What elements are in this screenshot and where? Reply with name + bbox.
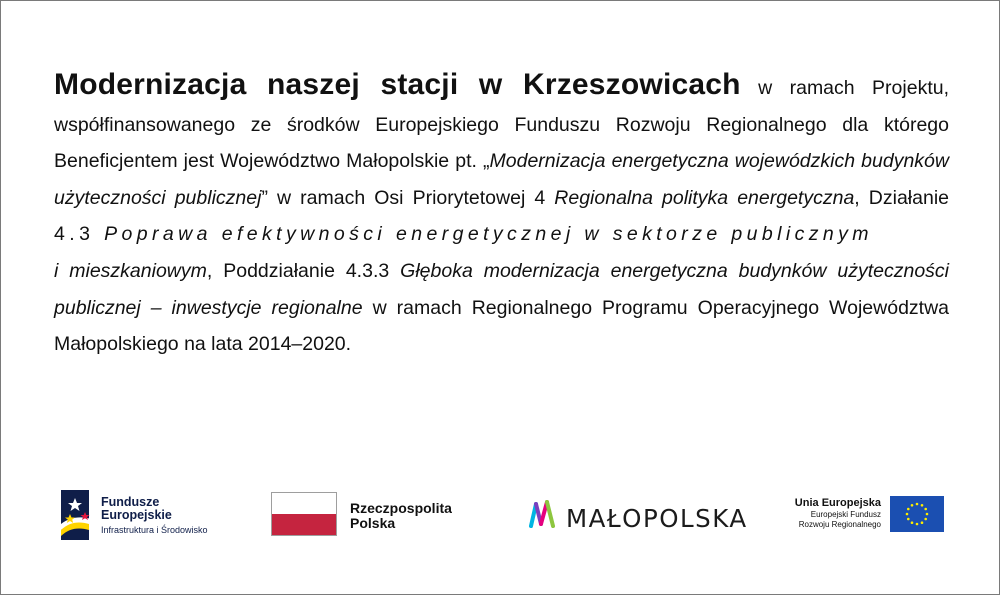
rp-line2: Polska: [350, 514, 396, 531]
malopolska-logo-icon: [528, 498, 558, 530]
logo-rzeczpospolita-polska: [350, 501, 452, 530]
fe-title-line1: Fundusze: [101, 495, 160, 509]
project-name: Modernizacja energetyczna wojewódzkich budynków użyteczności publicznej: [54, 150, 949, 209]
rp-line1: Rzeczpospolita: [350, 500, 452, 516]
notice-text-part: , Działanie: [854, 186, 949, 209]
priority-axis-name: Regionalna polityka energetyczna: [554, 186, 855, 209]
logo-unia-europejska: [761, 497, 881, 530]
notice-lead: Modernizacja naszej stacji w Krzeszowicach: [54, 68, 741, 101]
eu-flag-icon: [890, 496, 944, 532]
eu-title: Unia Europejska: [794, 497, 881, 509]
fe-text: [101, 496, 261, 536]
fe-star-icon: [61, 490, 95, 540]
logo-strip: [1, 486, 1000, 546]
measure-number: 4.3: [54, 223, 95, 246]
eu-subtitle-line1: Europejski Fundusz: [810, 510, 881, 519]
submeasure-name: Głęboka modernizacja energetyczna budynków użyteczności publicznej – inwestycje regionalne: [54, 259, 949, 319]
measure-name: Poprawa efektywności energetycznej w sektorze publicznym: [104, 223, 873, 246]
eu-subtitle-line2: Rozwoju Regionalnego: [798, 520, 881, 529]
notice-text-part: w ramach Regionalnego Programu Operacyjnego Województwa Małopolskiego na lata 2014–2020.: [54, 296, 950, 356]
notice-text-part: w ramach Projektu, współfinansowanego ze środków Europejskiego Funduszu Rozwoju Regionalnego dla którego Beneficjentem jest Województwo Małopolskie pt. „: [54, 77, 950, 173]
fe-subtitle: Infrastruktura i Środowisko: [101, 525, 208, 535]
fe-title-line2: Europejskie: [101, 508, 172, 522]
measure-name-continued: i mieszkaniowym: [54, 259, 207, 282]
polish-flag-icon: [271, 492, 337, 536]
logo-malopolska: MAŁOPOLSKA: [566, 504, 748, 533]
eu-stars-icon: [890, 496, 944, 532]
funding-notice-text: [54, 67, 949, 363]
notice-text-part: , Poddziałanie 4.3.3: [206, 259, 401, 282]
notice-text-part: ” w ramach Osi Priorytetowej 4: [261, 186, 555, 209]
